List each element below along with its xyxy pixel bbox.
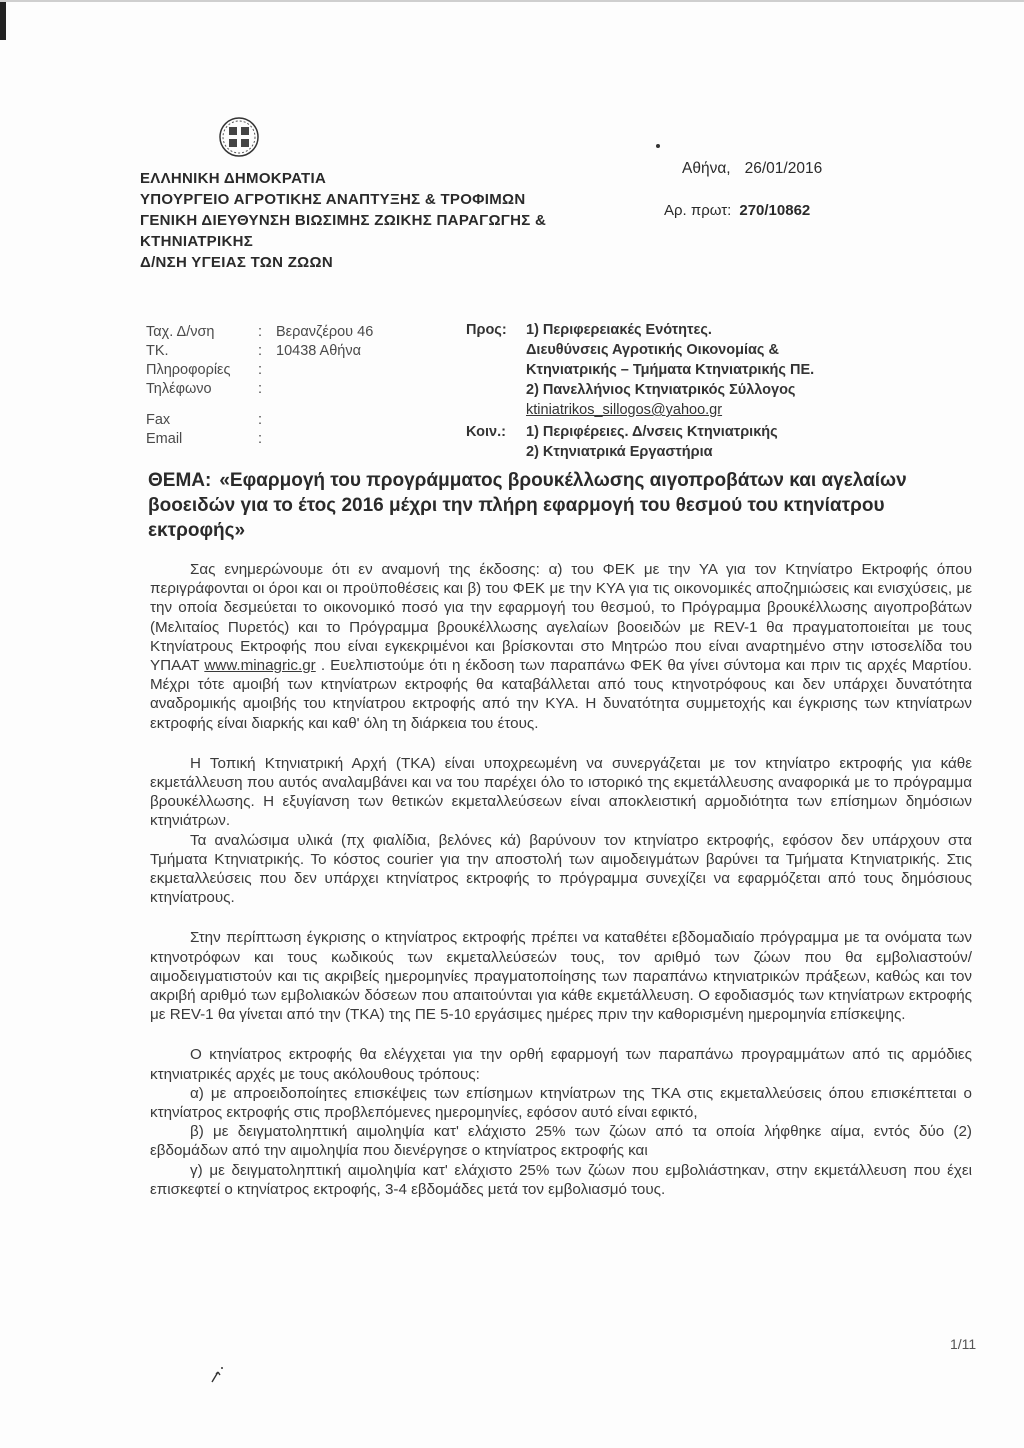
body-paragraph xyxy=(150,560,972,733)
sender-line: ΚΤΗΝΙΑΤΡΙΚΗΣ xyxy=(140,233,254,250)
recipients-block xyxy=(466,320,814,462)
body-paragraph: Στην περίπτωση έγκρισης ο κτηνίατρος εκτροφής πρέπει να καταθέτει εβδομαδιαίο πρόγραμμα με τα ονόματα των κτηνοτρόφων και τους κωδικούς των εκμεταλλεύσεών τους, τον αριθμό των ζώων που θα εμβολιαστούν/ αιμοδειγματιστούν και τις ακριβείς ημερομηνίες πραγματοποίησης των παραπάνω κτηνιατρικών πράξεων, καθώς και τον ακριβή αριθμό των εμβολιακών δόσεων που απαιτούνται για κάθε εκμετάλλευση. Ο εφοδιασμός των κτηνίατρων εκτροφής με REV-1 θα γίνεται από την (ΤΚΑ) της ΠΕ 5-10 εργάσιμες ημέρες πριν την καθορισμένη ημερομηνία επίσκεψης. xyxy=(150,929,972,1024)
contact-colon: : xyxy=(258,412,263,428)
body-paragraph: Η Τοπική Κτηνιατρική Αρχή (ΤΚΑ) είναι υποχρεωμένη να συνεργάζεται με τον κτηνίατρο εκτροφής για κάθε εκμετάλλευση που αυτός αναλαμβάνει και να του παρέχει όλο το ιστορικό της εκμετάλλευσης αναφορικά με το πρόγραμμα βρουκέλλωσης. Η εξυγίανση των θετικών εκμεταλλεύσεων είναι αποκλειστική αρμοδιότητα των επίσημων δημόσιων κτηνιάτρων. xyxy=(150,754,972,830)
contact-block xyxy=(146,323,373,449)
contact-key: Ταχ. Δ/νση xyxy=(146,324,215,340)
contact-key: ΤΚ. xyxy=(146,343,169,359)
contact-colon: : xyxy=(258,381,263,397)
contact-colon: : xyxy=(258,324,263,340)
place: Αθήνα, xyxy=(682,160,731,177)
recipient-row xyxy=(466,320,814,340)
recipient-email-link[interactable]: ktiniatrikos_sillogos@yahoo.gr xyxy=(526,402,723,418)
contact-row xyxy=(146,342,373,361)
recipient-text: Διευθύνσεις Αγροτικής Οικονομίας & xyxy=(526,342,779,358)
recipient-text: 2) Πανελλήνιος Κτηνιατρικός Σύλλογος xyxy=(526,382,796,398)
recipient-text: 1) Περιφερειακές Ενότητες. xyxy=(526,322,712,338)
letter-body xyxy=(150,560,972,1199)
page-number: 1/11 xyxy=(950,1336,977,1352)
sender-line: Δ/ΝΣΗ ΥΓΕΙΑΣ ΤΩΝ ΖΩΩΝ xyxy=(140,254,333,271)
contact-colon: : xyxy=(258,343,263,359)
sender-line: ΕΛΛΗΝΙΚΗ ΔΗΜΟΚΡΑΤΙΑ xyxy=(140,170,327,187)
place-date xyxy=(682,160,822,178)
contact-key: Email xyxy=(146,431,183,447)
contact-key: Τηλέφωνο xyxy=(146,381,212,397)
to-label: Προς: xyxy=(466,322,507,338)
ministry-website-link[interactable]: www.minagric.gr xyxy=(204,657,316,675)
list-item: β) με δειγματοληπτική αιμοληψία κατ' ελάχιστο 25% των ζώων από τα οποία λήφθηκε αίμα, εντός δύο (2) εβδομάδων από την αιμοληψία που διενέργησε ο κτηνίατρος εκτροφής και xyxy=(150,1123,972,1160)
subject-line xyxy=(148,468,968,543)
list-item: γ) με δειγματοληπτική αιμοληψία κατ' ελάχιστο 25% των ζώων που εμβολιάστηκαν, στην εκμετάλλευση που έχει επισκεφτεί ο κτηνίατρος εκτροφής, 3-4 εβδομάδες μετά τον εμβολιασμό τους. xyxy=(150,1161,972,1198)
scan-speck xyxy=(656,144,660,148)
date: 26/01/2016 xyxy=(744,160,823,177)
recipient-row xyxy=(466,422,814,442)
cc-label: Κοιν.: xyxy=(466,424,506,440)
scan-top-line xyxy=(0,0,1024,2)
body-paragraph: Ο κτηνίατρος εκτροφής θα ελέγχεται για την ορθή εφαρμογή των παραπάνω προγραμμάτων από τις αρμόδιες κτηνιατρικές αρχές με τους ακόλουθους τρόπους: xyxy=(150,1046,972,1083)
greek-coat-of-arms-icon xyxy=(218,116,260,158)
list-item: α) με απροειδοποίητες επισκέψεις των επίσημων κτηνίατρων της ΤΚΑ στις εκμεταλλεύσεις όπου επισκέπτεται ο κτηνίατρος εκτροφής στις προβλεπόμενες ημερομηνίες, εφόσον αυτό είναι εφικτό, xyxy=(150,1084,972,1122)
protocol-label: Αρ. πρωτ: xyxy=(664,202,732,219)
sender-block xyxy=(140,168,546,273)
contact-row xyxy=(146,411,373,430)
contact-key: Πληροφορίες xyxy=(146,362,231,378)
contact-colon: : xyxy=(258,431,263,447)
recipient-text: Κτηνιατρικής – Τμήματα Κτηνιατρικής ΠΕ. xyxy=(526,362,815,378)
contact-row xyxy=(146,323,373,342)
sender-line: ΥΠΟΥΡΓΕΙΟ ΑΓΡΟΤΙΚΗΣ ΑΝΑΠΤΥΞΗΣ & ΤΡΟΦΙΜΩΝ xyxy=(140,191,526,208)
subject-label: ΘΕΜΑ: xyxy=(148,470,212,491)
recipient-text: 2) Κτηνιατρικά Εργαστήρια xyxy=(526,444,713,460)
body-text: . Ευελπιστούμε ότι η έκδοση των παραπάνω ΦΕΚ θα γίνει σύντομα και πριν τις αρχές Μαρτίου. Μέχρι τότε αμοιβή των κτηνίατρων εκτροφής θα καταβάλλεται από τους κτηνοτρόφους και δεν υπάρχει δυνατότητα αναδρομικής αμοιβής του κτηνίατρου εκτροφής από την ΚΥΑ. Η δυνατότητα συμμετοχής και έγκρισης των κτηνίατρων εκτροφής είναι διαρκής και καθ' όλη τη διάρκεια του έτους. xyxy=(150,657,972,732)
contact-row xyxy=(146,380,373,399)
contact-colon: : xyxy=(258,362,263,378)
body-paragraph: Τα αναλώσιμα υλικά (πχ φιαλίδια, βελόνες κά) βαρύνουν τον κτηνίατρο εκτροφής, εφόσον δεν υπάρχουν στα Τμήματα Κτηνιατρικής. Το κόστος courier για την αποστολή των αιμοδειγμάτων βαρύνει τα Τμήματα Κτηνιατρικής. Στις εκμεταλλεύσεις που δεν υπάρχει κτηνίατρος εκτροφής το πρόγραμμα συνεχίζει να εφαρμόζεται από τους δημόσιους κτηνίατρους. xyxy=(150,831,972,907)
contact-value: 10438 Αθήνα xyxy=(276,343,361,359)
recipient-text: 1) Περιφέρειες. Δ/νσεις Κτηνιατρικής xyxy=(526,424,778,440)
contact-key: Fax xyxy=(146,412,171,428)
protocol-number: 270/10862 xyxy=(739,202,811,219)
sender-line: ΓΕΝΙΚΗ ΔΙΕΥΘΥΝΣΗ ΒΙΩΣΙΜΗΣ ΖΩΙΚΗΣ ΠΑΡΑΓΩΓΗΣ & xyxy=(140,212,547,229)
contact-value: Βερανζέρου 46 xyxy=(276,324,374,340)
control-methods-list xyxy=(150,1084,972,1199)
scan-edge-mark xyxy=(0,0,6,40)
contact-row xyxy=(146,361,373,380)
pen-mark-icon xyxy=(210,1366,226,1384)
protocol-number-line xyxy=(664,202,810,219)
subject-text: «Εφαρμογή του προγράμματος βρουκέλλωσης αιγοπροβάτων και αγελαίων βοοειδών για το έτος 2016 μέχρι την πλήρη εφαρμογή του θεσμού του κτηνίατρου εκτροφής» xyxy=(148,470,907,541)
contact-row xyxy=(146,430,373,449)
body-text: Σας ενημερώνουμε ότι εν αναμονή της έκδοσης: α) του ΦΕΚ με την ΥΑ για τον Κτηνίατρο Εκτροφής όπου περιγράφονται οι όροι και οι προϋποθέσεις και β) του ΦΕΚ με την ΚΥΑ για τις οικονομικές αποζημιώσεις και ενισχύσεις, με την οποία δεσμεύεται το οικονομικό ποσό για την εφαρμογή του θεσμού, το Πρόγραμμα βρουκέλλωσης αιγοπροβάτων (Μελιταίος Πυρετός) και το Πρόγραμμα βρουκέλλωσης αγελαίων βοοειδών με REV-1 θα πραγματοποιείται με τους Κτηνίατρους Εκτροφής που είναι εγκεκριμένοι και βρίσκονται στο Μητρώο που είναι αναρτημένο στην ιστοσελίδα του ΥΠΑΑΤ xyxy=(150,561,972,675)
